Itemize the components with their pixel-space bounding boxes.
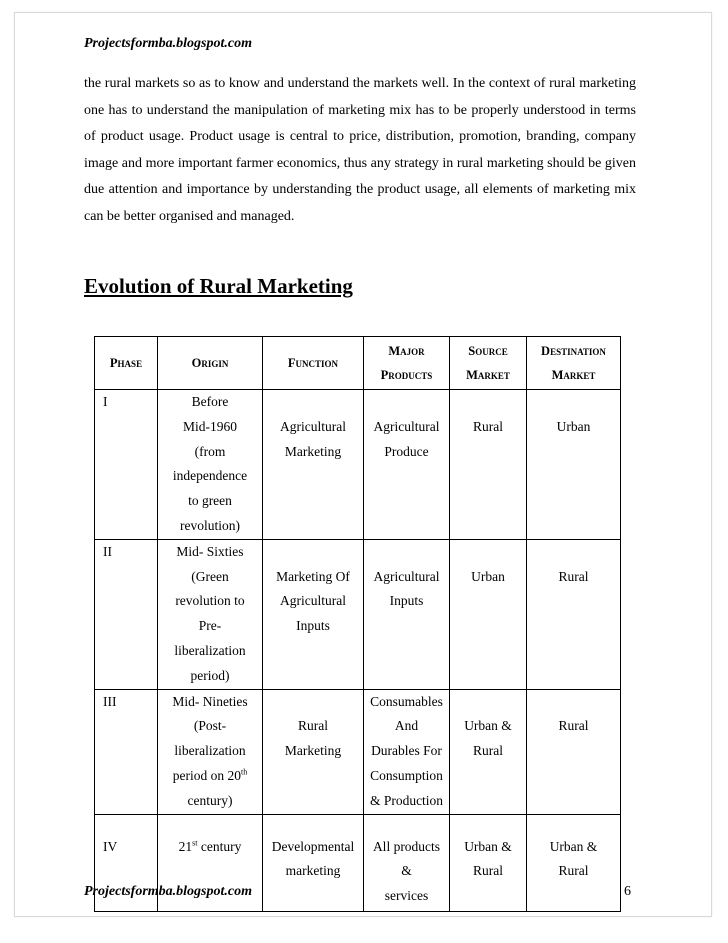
cell-source	[450, 689, 527, 814]
origin-line	[162, 835, 258, 860]
cell-products	[364, 814, 450, 911]
header-source-market	[450, 337, 527, 390]
cell-phase: II	[95, 539, 158, 689]
function-line: Rural	[298, 718, 328, 734]
page-number: 6	[624, 884, 631, 899]
cell-source	[450, 390, 527, 540]
cell-products	[364, 390, 450, 540]
origin-text: 21	[178, 838, 193, 854]
cell-source	[450, 814, 527, 911]
products-line: Agricultural	[373, 418, 440, 434]
destination-line: Rural	[558, 568, 589, 584]
products-line: & Production	[369, 792, 444, 808]
header-destination-market	[527, 337, 621, 390]
products-line: Inputs	[389, 593, 424, 609]
cell-destination	[527, 390, 621, 540]
function-line: Developmental	[271, 838, 355, 854]
origin-text: period on 20	[172, 767, 241, 783]
source-line: Rural	[473, 863, 503, 879]
products-line: Consumption	[370, 767, 443, 783]
cell-source	[450, 539, 527, 689]
ordinal-suffix: st	[192, 838, 198, 848]
origin-line: revolution to	[175, 593, 245, 609]
origin-line: liberalization	[174, 743, 246, 759]
origin-line: revolution)	[180, 517, 240, 533]
function-line: Agricultural	[280, 593, 346, 609]
cell-origin	[158, 689, 263, 814]
cell-phase: IV	[95, 814, 158, 911]
cell-destination	[527, 689, 621, 814]
origin-line: Mid- Nineties	[172, 693, 248, 709]
origin-line: period)	[190, 667, 230, 683]
origin-line: Mid- Sixties	[176, 543, 244, 559]
table-row	[95, 689, 621, 814]
function-line: Agricultural	[280, 418, 346, 434]
origin-text: century	[197, 838, 242, 854]
products-line: services	[384, 888, 429, 904]
destination-line: Rural	[558, 863, 589, 879]
origin-line: independence	[172, 468, 248, 484]
header-dest-line1: Destination	[541, 344, 606, 358]
origin-line: to green	[188, 493, 232, 509]
cell-destination	[527, 814, 621, 911]
table-row	[95, 390, 621, 540]
source-line: Rural	[473, 418, 503, 434]
products-line: Consumables	[370, 693, 443, 709]
cell-function	[263, 689, 364, 814]
header-source-line1: Source	[468, 344, 508, 358]
products-line: All products &	[372, 838, 441, 879]
header-dest-line2: Market	[551, 368, 596, 382]
header-major-line1: Major	[388, 344, 425, 358]
section-heading: Evolution of Rural Marketing	[84, 274, 353, 298]
origin-line: century)	[187, 792, 233, 808]
origin-line: liberalization	[174, 642, 246, 658]
products-line: Agricultural	[373, 568, 440, 584]
origin-line: Before	[191, 394, 229, 409]
ordinal-suffix: th	[241, 767, 248, 777]
cell-function	[263, 390, 364, 540]
origin-line: (Green	[191, 568, 229, 584]
products-line: And	[394, 718, 419, 734]
cell-products	[364, 689, 450, 814]
source-line: Urban	[471, 568, 505, 584]
header-origin: Origin	[158, 337, 263, 390]
cell-phase: III	[95, 689, 158, 814]
origin-line: (Post-	[193, 718, 227, 734]
header-major-line2: Products	[380, 368, 433, 382]
products-line: Durables For	[371, 743, 442, 759]
destination-line: Urban &	[549, 838, 598, 854]
function-line: Marketing Of	[276, 568, 350, 584]
origin-line: Pre-	[198, 618, 222, 634]
source-line: Urban &	[464, 718, 512, 734]
table-row	[95, 539, 621, 689]
header-function: Function	[263, 337, 364, 390]
origin-line: Mid-1960	[183, 418, 237, 434]
header-major-products	[364, 337, 450, 390]
cell-destination	[527, 539, 621, 689]
cell-origin	[158, 539, 263, 689]
cell-phase: I	[95, 390, 158, 540]
header-source-line2: Market	[466, 368, 510, 382]
function-line: marketing	[285, 863, 341, 879]
cell-function	[263, 539, 364, 689]
source-line: Urban &	[464, 838, 512, 854]
origin-line: (from	[194, 443, 226, 459]
function-line: Marketing	[284, 443, 342, 459]
header-phase: Phase	[95, 337, 158, 390]
destination-line: Rural	[558, 718, 589, 734]
origin-line	[162, 764, 258, 789]
page-header: Projectsformba.blogspot.com	[84, 36, 252, 51]
cell-function	[263, 814, 364, 911]
products-line: Produce	[384, 443, 429, 459]
evolution-table	[94, 336, 621, 912]
page-footer: Projectsformba.blogspot.com	[84, 884, 252, 899]
table-header-row	[95, 337, 621, 390]
cell-products	[364, 539, 450, 689]
function-line: Inputs	[296, 618, 330, 634]
source-line: Rural	[473, 743, 503, 759]
cell-origin	[158, 390, 263, 540]
body-paragraph: the rural markets so as to know and understand the markets well. In the context of rural marketing one has to understand the manipulation of marketing mix has to be properly understood in terms of product usage. Product usage is central to price, distribution, promotion, branding, company image and more important farmer economics, thus any strategy in rural marketing should be given due attention and importance by understanding the product usage, all elements of marketing mix can be better organised and managed.	[84, 76, 636, 224]
function-line: Marketing	[284, 743, 342, 759]
destination-line: Urban	[556, 418, 591, 434]
